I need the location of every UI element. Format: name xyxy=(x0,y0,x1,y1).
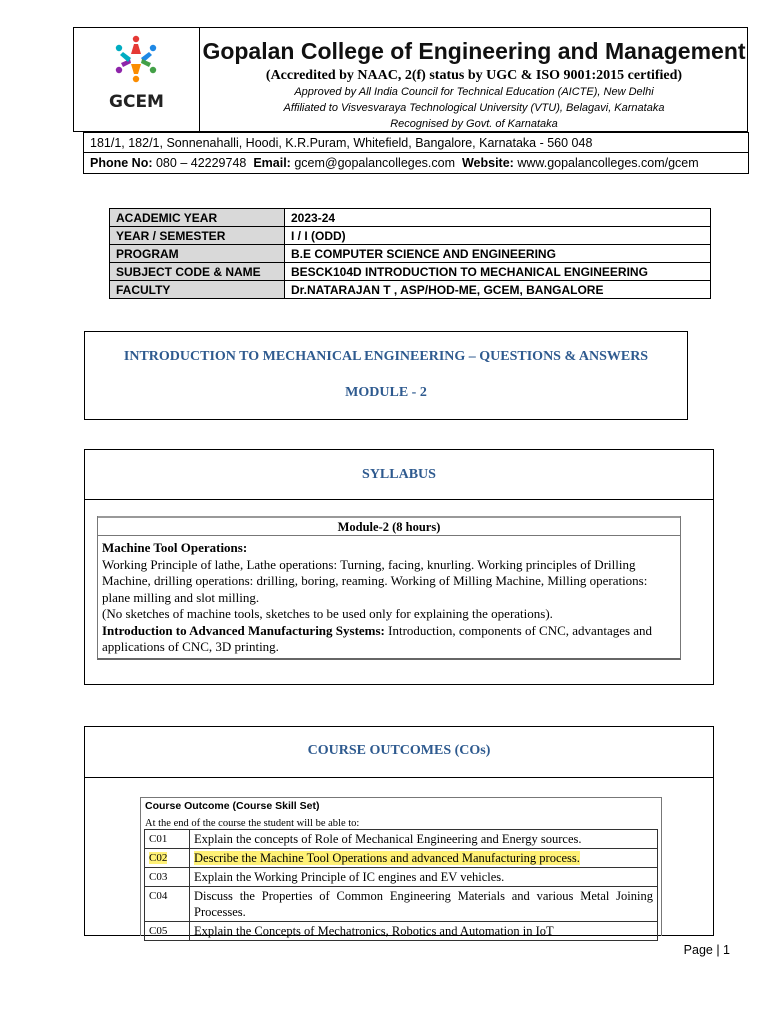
phone-label: Phone No: xyxy=(90,156,153,170)
document-title-box xyxy=(84,331,688,420)
address-text: 181/1, 182/1, Sonnenahalli, Hoodi, K.R.Puram, Whitefield, Bangalore, Karnataka - 560 048 xyxy=(90,136,593,150)
table-row xyxy=(145,887,658,922)
website-label: Website: xyxy=(461,156,514,170)
contact-row xyxy=(83,153,749,174)
recognition-line: Recognised by Govt. of Karnataka xyxy=(390,118,558,130)
table-row xyxy=(110,281,711,299)
course-outcome-image xyxy=(140,797,662,936)
info-key: SUBJECT CODE & NAME xyxy=(110,263,285,281)
co-id: C03 xyxy=(145,868,190,887)
address-row xyxy=(83,132,749,153)
table-row xyxy=(110,209,711,227)
info-key: PROGRAM xyxy=(110,245,285,263)
website-value[interactable]: www.gopalancolleges.com/gcem xyxy=(517,156,699,170)
module-title: MODULE - 2 xyxy=(345,385,427,400)
section-title: Introduction to Advanced Manufacturing Systems: xyxy=(102,622,385,638)
table-row xyxy=(145,830,658,849)
info-value: I / I (ODD) xyxy=(285,227,711,245)
divider xyxy=(85,499,713,500)
highlighted-co-id: C02 xyxy=(149,852,168,864)
co-text: Explain the Concepts of Mechatronics, Robotics and Automation in IoT xyxy=(190,922,658,941)
section-title: Machine Tool Operations: xyxy=(102,540,248,555)
co-text xyxy=(190,849,658,868)
syllabus-section-title xyxy=(102,540,678,557)
info-value: Dr.NATARAJAN T , ASP/HOD-ME, GCEM, BANGALORE xyxy=(285,281,711,299)
syllabus-section xyxy=(84,449,714,685)
table-row xyxy=(110,227,711,245)
syllabus-paragraph: Working Principle of lathe, Lathe operations: Turning, facing, knurling. Working principles of Drilling Machine, drilling operations: drilling, boring, reaming. Working of Milling Machine, Milling operations: plane milling and slot milling. xyxy=(102,556,648,605)
college-logo xyxy=(73,27,200,132)
syllabus-paragraph xyxy=(102,623,678,656)
course-outcomes-heading: COURSE OUTCOMES (COs) xyxy=(307,743,491,758)
co-table-subtitle: At the end of the course the student will be able to: xyxy=(145,818,360,829)
syllabus-image xyxy=(97,516,681,660)
co-id: C05 xyxy=(145,922,190,941)
college-name: Gopalan College of Engineering and Management xyxy=(202,38,746,64)
info-value: 2023-24 xyxy=(285,209,711,227)
table-row xyxy=(145,868,658,887)
syllabus-note: (No sketches of machine tools, sketches to be used only for explaining the operations). xyxy=(102,606,553,621)
accreditation-line: (Accredited by NAAC, 2(f) status by UGC & ISO 9001:2015 certified) xyxy=(265,68,683,83)
page-number: Page | 1 xyxy=(683,943,730,957)
co-text: Explain the concepts of Role of Mechanical Engineering and Energy sources. xyxy=(190,830,658,849)
co-id xyxy=(145,849,190,868)
section-text: Introduction, components of CNC, advantages and applications of CNC, 3D printing. xyxy=(102,622,653,654)
info-key: ACADEMIC YEAR xyxy=(110,209,285,227)
table-row xyxy=(110,245,711,263)
info-key: FACULTY xyxy=(110,281,285,299)
syllabus-heading: SYLLABUS xyxy=(362,467,436,482)
phone-value: 080 – 42229748 xyxy=(155,156,247,170)
course-info-table xyxy=(109,208,711,299)
email-value[interactable]: gcem@gopalancolleges.com xyxy=(294,156,456,170)
affiliation-line: Affiliated to Visvesvaraya Technological University (VTU), Belagavi, Karnataka xyxy=(283,102,665,114)
highlighted-co-text: Describe the Machine Tool Operations and advanced Manufacturing process. xyxy=(194,851,580,865)
course-outcomes-table xyxy=(144,829,658,941)
table-row xyxy=(145,849,658,868)
co-id: C01 xyxy=(145,830,190,849)
gcem-logo-icon xyxy=(73,27,200,97)
info-value: B.E COMPUTER SCIENCE AND ENGINEERING xyxy=(285,245,711,263)
table-row xyxy=(145,922,658,941)
co-id: C04 xyxy=(145,887,190,922)
co-text: Explain the Working Principle of IC engines and EV vehicles. xyxy=(190,868,658,887)
co-table-title: Course Outcome (Course Skill Set) xyxy=(145,800,320,812)
syllabus-module-title: Module-2 (8 hours) xyxy=(98,516,680,536)
divider xyxy=(85,777,713,778)
document-title: INTRODUCTION TO MECHANICAL ENGINEERING – QUESTIONS & ANSWERS xyxy=(123,349,649,364)
table-row xyxy=(110,263,711,281)
co-text: Discuss the Properties of Common Engineering Materials and various Metal Joining Processes. xyxy=(190,887,658,922)
logo-text: GCEM xyxy=(109,92,164,112)
syllabus-body xyxy=(102,540,678,656)
email-label: Email: xyxy=(253,156,291,170)
info-value: BESCK104D INTRODUCTION TO MECHANICAL ENGINEERING xyxy=(285,263,711,281)
approval-line: Approved by All India Council for Technical Education (AICTE), New Delhi xyxy=(294,86,654,98)
course-outcomes-section xyxy=(84,726,714,936)
info-key: YEAR / SEMESTER xyxy=(110,227,285,245)
